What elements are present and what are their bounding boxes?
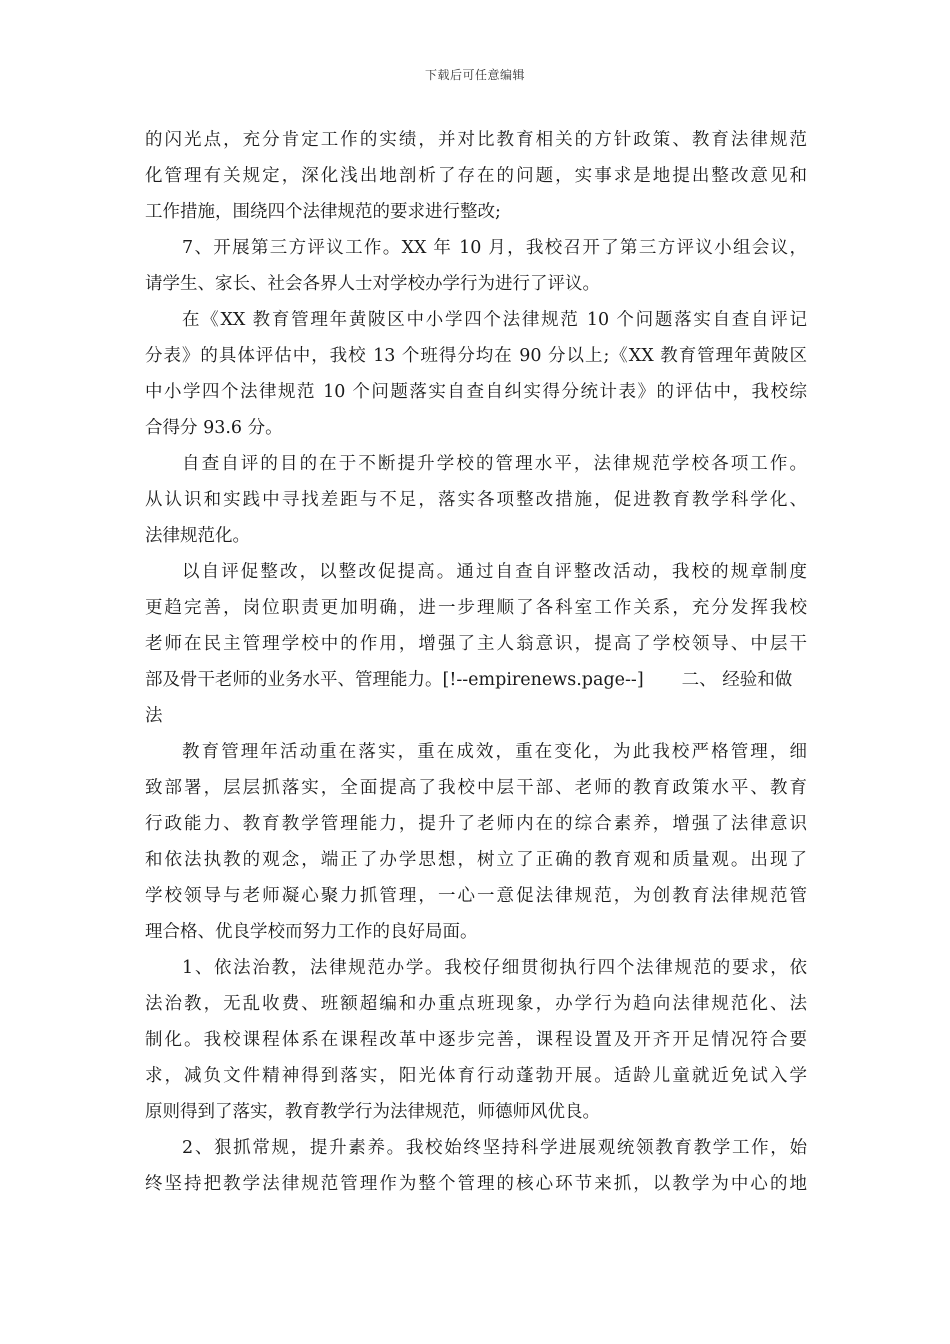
text-line: 和依法执教的观念，端正了办学思想，树立了正确的教育观和质量观。出现了	[145, 850, 807, 870]
text-line: 老师在民主管理学校中的作用，增强了主人翁意识，提高了学校领导、中层干	[145, 634, 807, 654]
text-line: 制化。我校课程体系在课程改革中逐步完善，课程设置及开齐开足情况符合要	[145, 1030, 807, 1050]
text-line: 致部署，层层抓落实，全面提高了我校中层干部、老师的教育政策水平、教育	[145, 778, 807, 798]
text-span: 部及骨干老师的业务水平、管理能力。[!--empirenews.page--]	[145, 670, 644, 690]
text-line: 中小学四个法律规范 10 个问题落实自查自纠实得分统计表》的评估中，我校综	[145, 382, 807, 402]
text-line: 更趋完善，岗位职责更加明确，进一步理顺了各科室工作关系，充分发挥我校	[145, 598, 807, 618]
section-heading: 二、 经验和做	[681, 670, 793, 690]
text-line: 学校领导与老师凝心聚力抓管理，一心一意促法律规范，为创教育法律规范管	[145, 886, 807, 906]
text-line: 终坚持把教学法律规范管理作为整个管理的核心环节来抓，以教学为中心的地	[145, 1174, 807, 1194]
text-line: 行政能力、教育教学管理能力，提升了老师内在的综合素养，增强了法律意识	[145, 814, 807, 834]
text-line: 的闪光点，充分肯定工作的实绩，并对比教育相关的方针政策、教育法律规范	[145, 130, 807, 150]
text-line: 从认识和实践中寻找差距与不足，落实各项整改措施，促进教育教学科学化、	[145, 490, 807, 510]
text-line: 2、狠抓常规，提升素养。我校始终坚持科学进展观统领教育教学工作，始	[182, 1138, 807, 1158]
text-line: 法治教，无乱收费、班额超编和办重点班现象，办学行为趋向法律规范化、法	[145, 994, 807, 1014]
text-line: 化管理有关规定，深化浅出地剖析了存在的问题，实事求是地提出整改意见和	[145, 166, 807, 186]
text-line: 分表》的具体评估中，我校 13 个班得分均在 90 分以上;《XX 教育管理年黄陂区	[145, 346, 807, 366]
text-line: 1、依法治教，法律规范办学。我校仔细贯彻执行四个法律规范的要求，依	[182, 958, 807, 978]
text-line: 7、开展第三方评议工作。XX 年 10 月，我校召开了第三方评议小组会议，	[182, 238, 807, 258]
text-line: 教育管理年活动重在落实，重在成效，重在变化，为此我校严格管理，细	[182, 742, 807, 762]
text-line: 请学生、家长、社会各界人士对学校办学行为进行了评议。	[145, 274, 600, 294]
text-line: 法	[145, 706, 163, 726]
text-line: 原则得到了落实，教育教学行为法律规范，师德师风优良。	[145, 1102, 600, 1122]
page-header: 下载后可任意编辑	[424, 68, 525, 82]
text-line: 工作措施，围绕四个法律规范的要求进行整改;	[145, 202, 501, 222]
document-body	[145, 122, 807, 1202]
text-line	[145, 662, 807, 698]
text-line: 自查自评的目的在于不断提升学校的管理水平，法律规范学校各项工作。	[182, 454, 807, 474]
text-line: 理合格、优良学校而努力工作的良好局面。	[145, 922, 478, 942]
text-line: 求，减负文件精神得到落实，阳光体育行动蓬勃开展。适龄儿童就近免试入学	[145, 1066, 807, 1086]
text-line: 合得分 93.6 分。	[145, 418, 283, 438]
text-line: 法律规范化。	[145, 526, 250, 546]
text-line: 以自评促整改，以整改促提高。通过自查自评整改活动，我校的规章制度	[182, 562, 807, 582]
text-line: 在《XX 教育管理年黄陂区中小学四个法律规范 10 个问题落实自查自评记	[182, 310, 807, 330]
